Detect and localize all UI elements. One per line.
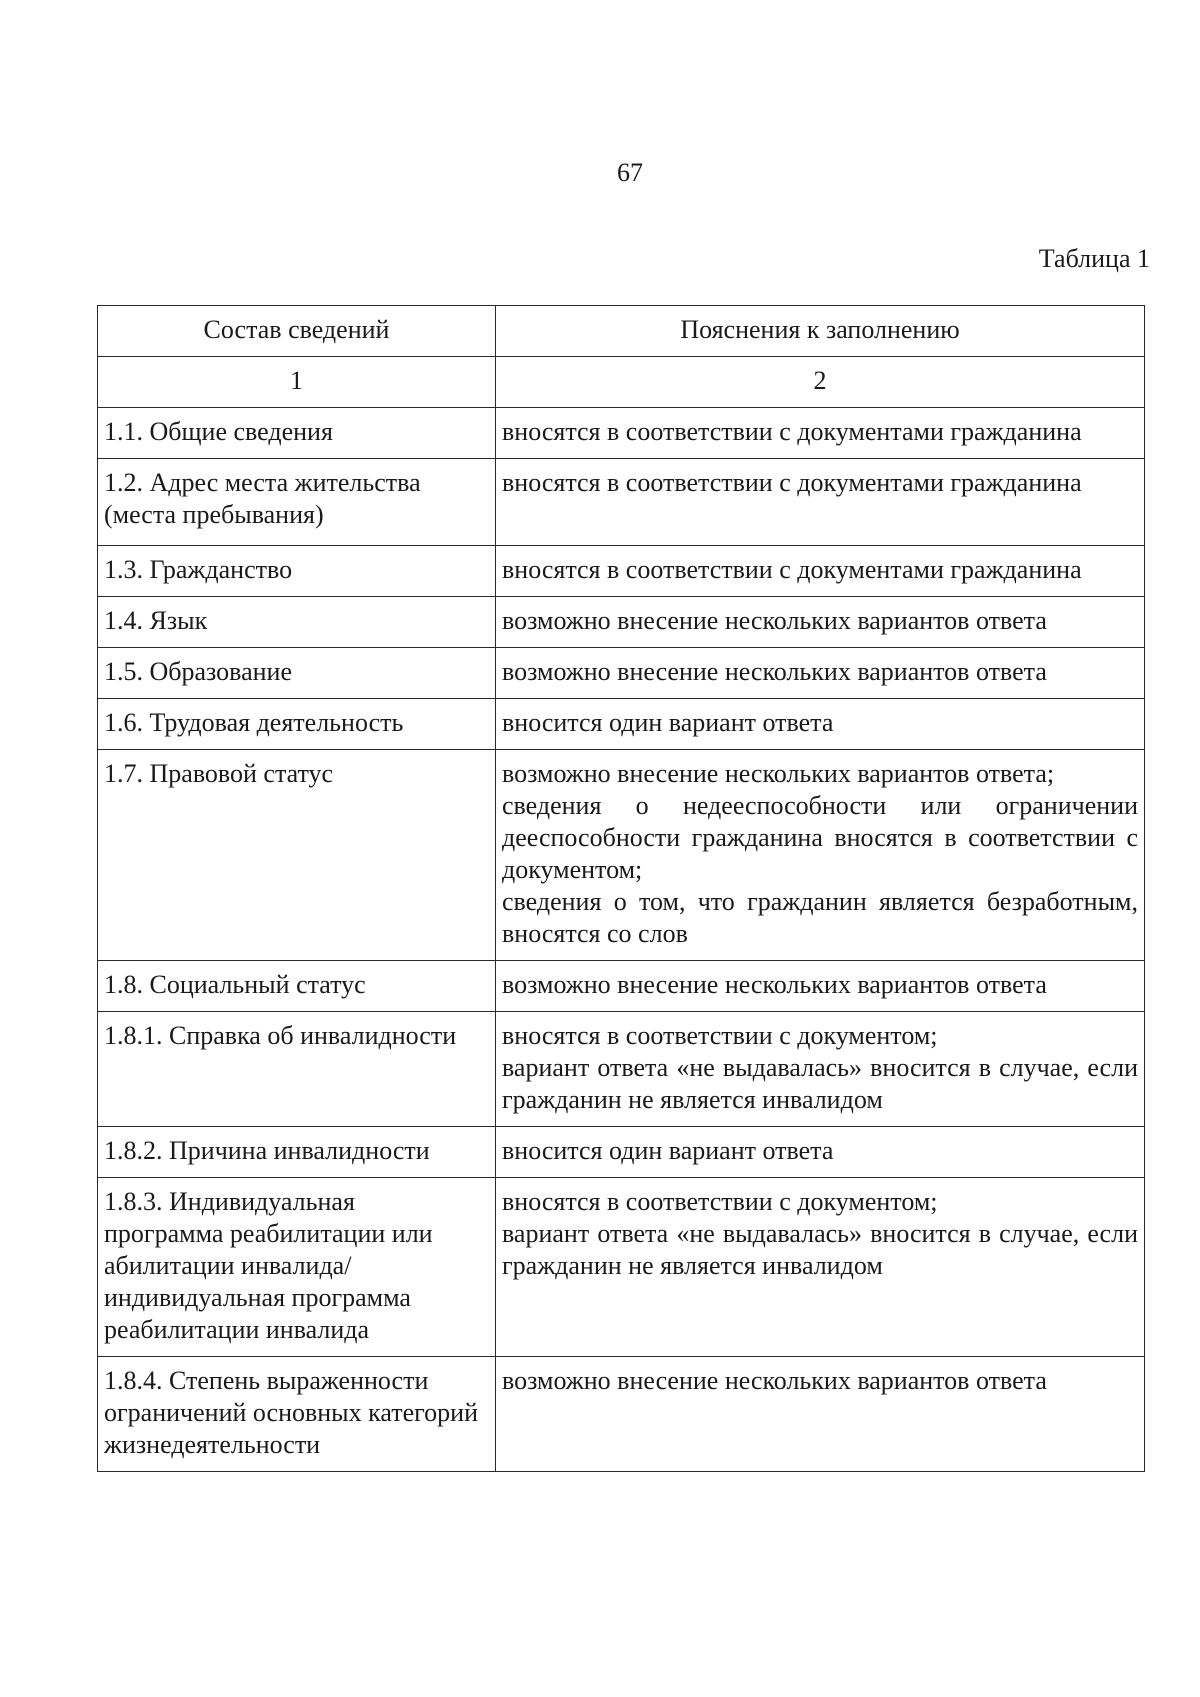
row-item-cell: 1.8. Социальный статус: [98, 961, 496, 1012]
note-line: возможно внесение нескольких вариантов ответа;: [502, 759, 1055, 788]
table-row: [98, 546, 1145, 597]
column-number-1: 1: [98, 357, 496, 408]
row-item-cell: 1.4. Язык: [98, 597, 496, 648]
table-row: [98, 648, 1145, 699]
table-row: [98, 1357, 1145, 1472]
table-row: [98, 459, 1145, 546]
table-header-row: [98, 306, 1145, 357]
note-line: сведения о недееспособности или ограничении дееспособности гражданина вносятся в соответствии с документом;: [502, 791, 1138, 884]
data-table: [97, 305, 1145, 1472]
table-row: [98, 1178, 1145, 1357]
note-line: вариант ответа «не выдавалась» вносится в случае, если гражданин не является инвалидом: [502, 1053, 1138, 1114]
row-item-cell: 1.6. Трудовая деятельность: [98, 699, 496, 750]
table-row: [98, 699, 1145, 750]
row-note-cell: возможно внесение нескольких вариантов ответа: [496, 1357, 1145, 1472]
table-body: [98, 408, 1145, 1472]
row-item-cell: 1.8.4. Степень выраженности ограничений основных категорий жизнедеятельности: [98, 1357, 496, 1472]
row-note-cell: [496, 1178, 1145, 1357]
row-note-cell: возможно внесение нескольких вариантов ответа: [496, 597, 1145, 648]
row-note-cell: вносится один вариант ответа: [496, 1127, 1145, 1178]
row-item-cell: 1.1. Общие сведения: [98, 408, 496, 459]
row-note-cell: [496, 750, 1145, 961]
table-row: [98, 597, 1145, 648]
row-item-cell: 1.7. Правовой статус: [98, 750, 496, 961]
row-note-cell: вносятся в соответствии с документами гражданина: [496, 408, 1145, 459]
note-line: сведения о том, что гражданин является безработным, вносятся со слов: [502, 887, 1138, 948]
row-item-cell: 1.8.1. Справка об инвалидности: [98, 1012, 496, 1127]
page-number: 67: [617, 158, 643, 187]
column-number-row: [98, 357, 1145, 408]
row-note-cell: возможно внесение нескольких вариантов ответа: [496, 648, 1145, 699]
row-note-cell: вносятся в соответствии с документами гражданина: [496, 459, 1145, 546]
note-line: вносятся в соответствии с документом;: [502, 1187, 938, 1216]
row-item-cell: 1.8.3. Индивидуальная программа реабилитации или абилитации инвалида/индивидуальная программа реабилитации инвалида: [98, 1178, 496, 1357]
row-note-cell: вносится один вариант ответа: [496, 699, 1145, 750]
table-row: [98, 1012, 1145, 1127]
header-cell-explanations: Пояснения к заполнению: [496, 306, 1145, 357]
table-row: [98, 408, 1145, 459]
table-caption: Таблица 1: [1038, 244, 1150, 273]
row-note-cell: [496, 1012, 1145, 1127]
note-line: вариант ответа «не выдавалась» вносится в случае, если гражданин не является инвалидом: [502, 1219, 1138, 1280]
table-row: [98, 1127, 1145, 1178]
table-row: [98, 750, 1145, 961]
table-row: [98, 961, 1145, 1012]
row-note-cell: возможно внесение нескольких вариантов ответа: [496, 961, 1145, 1012]
row-item-cell: 1.3. Гражданство: [98, 546, 496, 597]
row-item-cell: 1.5. Образование: [98, 648, 496, 699]
header-cell-composition: Состав сведений: [98, 306, 496, 357]
note-line: вносятся в соответствии с документом;: [502, 1021, 938, 1050]
row-item-cell: 1.2. Адрес места жительства (места пребывания): [98, 459, 496, 546]
column-number-2: 2: [496, 357, 1145, 408]
row-item-cell: 1.8.2. Причина инвалидности: [98, 1127, 496, 1178]
row-note-cell: вносятся в соответствии с документами гражданина: [496, 546, 1145, 597]
